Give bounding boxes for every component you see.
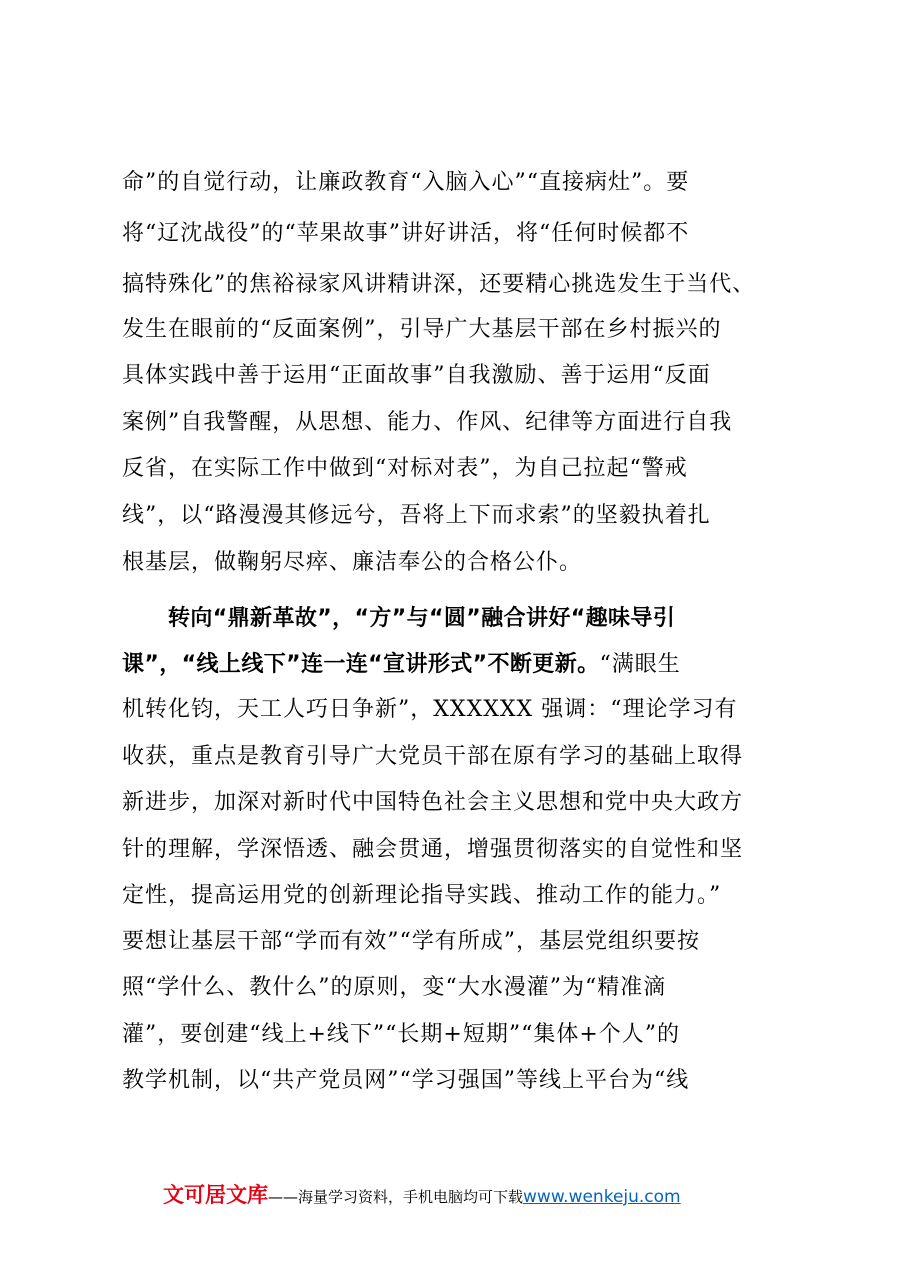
para2-heading-line-1: 转向“鼎新革故”，“方”与“圆”融合讲好“趣味导引 bbox=[168, 606, 676, 631]
body-line-1: 命”的自觉行动，让廉政教育“入脑入心”“直接病灶”。要 bbox=[122, 170, 690, 195]
para2-line-6: 针的理解，学深悟透、融会贯通，增强贯彻落实的自觉性和坚 bbox=[122, 837, 744, 862]
footer-slogan: ——海量学习资料，手机电脑均可下载 bbox=[268, 1188, 524, 1206]
para2-line-11: 教学机制，以“共产党员网”“学习强国”等线上平台为“线 bbox=[122, 1068, 690, 1093]
body-line-2: 将“辽沈战役”的“苹果故事”讲好讲活，将“任何时候都不 bbox=[122, 221, 690, 246]
para2-line-2-rest: “满眼生 bbox=[599, 652, 681, 677]
para2-line-3: 机转化钧，天工人巧日争新”，XXXXXX 强调：“理论学习有 bbox=[122, 697, 738, 722]
para2-line-4: 收获，重点是教育引导广大党员干部在原有学习的基础上取得 bbox=[122, 744, 744, 769]
body-line-9: 根基层，做鞠躬尽瘁、廉洁奉公的合格公仆。 bbox=[122, 550, 583, 575]
body-line-7: 反省，在实际工作中做到“对标对表”，为自己拉起“警戒 bbox=[122, 456, 688, 481]
body-line-3: 搞特殊化”的焦裕禄家风讲精讲深，还要精心挑选发生于当代、 bbox=[122, 272, 756, 297]
footer-banner bbox=[0, 1178, 909, 1212]
para2-line-10: 灌”，要创建“线上+线下”“长期+短期”“集体+个人”的 bbox=[122, 1022, 681, 1047]
brand-name: 文可居文库 bbox=[163, 1183, 268, 1207]
para2-line-8: 要想让基层干部“学而有效”“学有所成”，基层党组织要按 bbox=[122, 929, 700, 954]
para2-heading-line-2: 课”，“线上线下”连一连“宣讲形式”不断更新。 bbox=[122, 652, 600, 677]
footer-inner bbox=[163, 1178, 681, 1214]
body-line-4: 发生在眼前的“反面案例”，引导广大基层干部在乡村振兴的 bbox=[122, 317, 722, 342]
para2-line-7: 定性，提高运用党的创新理论指导实践、推动工作的能力。” bbox=[122, 883, 722, 908]
body-line-5: 具体实践中善于运用“正面故事”自我激励、善于运用“反面 bbox=[122, 363, 711, 388]
body-line-8: 线”，以“路漫漫其修远兮，吾将上下而求索”的坚毅执着扎 bbox=[122, 503, 711, 528]
website-link[interactable]: www.wenkeju.com bbox=[523, 1187, 681, 1207]
para2-line-9: 照“学什么、教什么”的原则，变“大水漫灌”为“精准滴 bbox=[122, 975, 667, 1000]
para2-line-2 bbox=[122, 645, 909, 685]
body-line-6: 案例”自我警醒，从思想、能力、作风、纪律等方面进行自我 bbox=[122, 410, 733, 435]
para2-line-5: 新进步，加深对新时代中国特色社会主义思想和党中央大政方 bbox=[122, 790, 744, 815]
